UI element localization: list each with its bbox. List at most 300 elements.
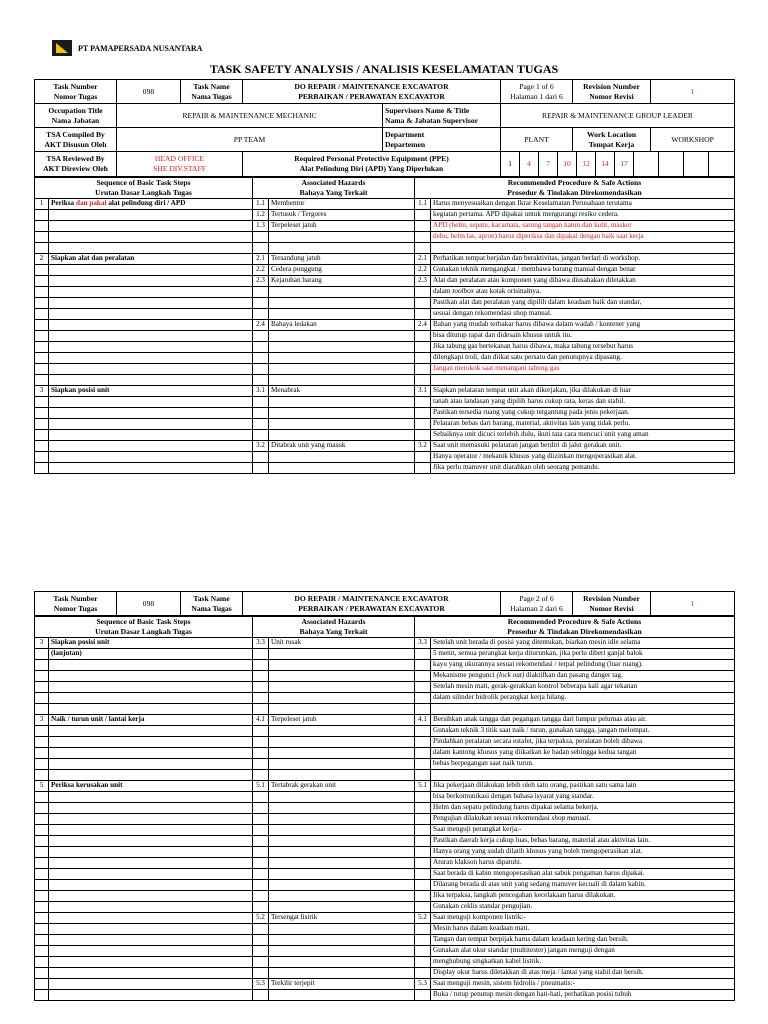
hazard-text xyxy=(269,649,415,660)
ppe-code: 10 xyxy=(558,152,577,176)
hazard-text: Bahaya ledakan xyxy=(269,320,415,331)
ppe-code-empty xyxy=(684,152,709,176)
action-number: 2.1 xyxy=(415,254,431,265)
table-row xyxy=(35,452,735,463)
step-number xyxy=(35,298,49,309)
step-number xyxy=(35,693,49,704)
action-number xyxy=(415,792,431,803)
action-number xyxy=(415,221,431,232)
hazard-number: 2.2 xyxy=(253,265,269,276)
action-text: 5 menit, semua perangkat kerja diturunkan, jika perlu diberi ganjal balok xyxy=(431,649,735,660)
action-number xyxy=(415,693,431,704)
step-text xyxy=(49,968,253,979)
page-2 xyxy=(34,591,734,1001)
hazard-text xyxy=(269,770,415,781)
action-number: 3.1 xyxy=(415,386,431,397)
hazard-number xyxy=(253,682,269,693)
hazard-number xyxy=(253,704,269,715)
table-row xyxy=(35,726,735,737)
step-text xyxy=(49,419,253,430)
company-logo xyxy=(52,40,202,56)
task-name-label: Task Name Nama Tugas xyxy=(181,592,243,616)
hazard-text xyxy=(269,891,415,902)
compiled-by-value: PP TEAM xyxy=(117,128,383,152)
action-text: Mesin harus dalam keadaan mati. xyxy=(431,924,735,935)
work-location-label: Work Location Tempat Kerja xyxy=(573,128,651,152)
action-number xyxy=(415,759,431,770)
action-text: dilengkapi troli, dan diikat satu persatu dan penutupnya dipasang. xyxy=(431,353,735,364)
occupation-label: Occupation Title Nama Jabatan xyxy=(35,104,117,128)
hazard-text xyxy=(269,232,415,243)
action-text xyxy=(431,375,735,386)
table-row xyxy=(35,265,735,276)
hazard-text: Kejatuhan barang xyxy=(269,276,415,287)
hazard-text xyxy=(269,430,415,441)
table-row xyxy=(35,880,735,891)
step-number xyxy=(35,342,49,353)
text-span: dalam xyxy=(433,287,453,296)
table-row xyxy=(35,353,735,364)
pama-logo-icon xyxy=(52,40,72,56)
hazard-number: 3.2 xyxy=(253,441,269,452)
table-row xyxy=(35,254,735,265)
hazard-text xyxy=(269,990,415,1001)
step-number xyxy=(35,276,49,287)
step-text xyxy=(49,847,253,858)
hazard-text xyxy=(269,836,415,847)
hazard-text xyxy=(269,748,415,759)
step-text: Siapkan alat dan peralatan xyxy=(49,254,253,265)
action-number xyxy=(415,430,431,441)
action-number xyxy=(415,452,431,463)
step-number xyxy=(35,210,49,221)
action-number xyxy=(415,375,431,386)
action-text: Saat menguji mesin, sistem hidrolis / pneumatis:- xyxy=(431,979,735,990)
task-number-value: 098 xyxy=(117,592,181,616)
hazard-text xyxy=(269,353,415,364)
table-row xyxy=(35,902,735,913)
step-number xyxy=(35,737,49,748)
hazard-text xyxy=(269,869,415,880)
action-text: Jika tabung gas bertekanan harus dibawa, maka tabung tersebut harus xyxy=(431,342,735,353)
table-row xyxy=(35,682,735,693)
ppe-label: Required Personal Protective Equipment (PPE) Alat Pelindung Diri (APD) Yang Diperlukan xyxy=(243,152,501,177)
hazard-text xyxy=(269,309,415,320)
step-text xyxy=(49,232,253,243)
action-number xyxy=(415,880,431,891)
tsa-table-page-1 xyxy=(34,177,735,474)
col-steps-header: Sequence of Basic Task Steps Urutan Dasar Langkah Tugas xyxy=(35,178,253,199)
supervisor-value: REPAIR & MAINTENANCE GROUP LEADER xyxy=(501,104,735,128)
step-number xyxy=(35,660,49,671)
action-number xyxy=(415,682,431,693)
table-row xyxy=(35,649,735,660)
department-label: Department Departemen xyxy=(383,128,501,152)
hazard-text xyxy=(269,902,415,913)
hazard-number xyxy=(253,902,269,913)
action-text: Alat dan peralatan atau komponen yang dibawa diusahakan diletakkan xyxy=(431,276,735,287)
action-number xyxy=(415,243,431,254)
hazard-number: 1.1 xyxy=(253,199,269,210)
hazard-text xyxy=(269,957,415,968)
ppe-code: 7 xyxy=(539,152,558,176)
step-number xyxy=(35,463,49,474)
action-number: 2.4 xyxy=(415,320,431,331)
action-text: Pastikan alat dan peralatan yang dipilih dalam keadaan baik dan standar, xyxy=(431,298,735,309)
step-number xyxy=(35,430,49,441)
step-text xyxy=(49,397,253,408)
action-text: dalam silinder hidrolik perangkat kerja hilang. xyxy=(431,693,735,704)
step-number xyxy=(35,990,49,1001)
action-number xyxy=(415,671,431,682)
hazard-number: 5.2 xyxy=(253,913,269,924)
hazard-number xyxy=(253,957,269,968)
hazard-number xyxy=(253,836,269,847)
table-row xyxy=(35,781,735,792)
table-row xyxy=(35,660,735,671)
text-span: dan pakai xyxy=(75,199,107,208)
ppe-codes-cell xyxy=(501,152,735,177)
step-number xyxy=(35,847,49,858)
ppe-code-empty xyxy=(659,152,684,176)
action-text: Saat berada di kabin mengoperasikan alat sabuk pengaman harus dipakai. xyxy=(431,869,735,880)
table-row xyxy=(35,946,735,957)
table-row xyxy=(35,979,735,990)
action-number xyxy=(415,331,431,342)
table-row xyxy=(35,748,735,759)
action-number: 4.1 xyxy=(415,715,431,726)
action-number xyxy=(415,847,431,858)
action-number: 5.1 xyxy=(415,781,431,792)
table-row xyxy=(35,309,735,320)
action-text: Hanya orang yang sudah dilatih khusus yang boleh mengoperasikan alat. xyxy=(431,847,735,858)
step-number xyxy=(35,869,49,880)
hazard-text xyxy=(269,331,415,342)
hazard-number xyxy=(253,232,269,243)
action-number xyxy=(415,419,431,430)
action-number: 1.1 xyxy=(415,199,431,210)
step-number xyxy=(35,452,49,463)
action-number: 3.3 xyxy=(415,638,431,649)
step-text xyxy=(49,726,253,737)
action-text: Gunakan ceklis standar pengujian. xyxy=(431,902,735,913)
action-text: Saat unit memasuki pelataran jangan berdiri di jalur gerakan unit. xyxy=(431,441,735,452)
hazard-number xyxy=(253,287,269,298)
table-row xyxy=(35,386,735,397)
action-text: Tangan dan tempat berpijak harus dalam keadaan kering dan bersih. xyxy=(431,935,735,946)
ppe-code: 17 xyxy=(615,152,634,176)
action-text: Helm dan sepatu pelindung harus dipakai selama bekerja. xyxy=(431,803,735,814)
step-text xyxy=(49,408,253,419)
hazard-text xyxy=(269,803,415,814)
revision-label: Revision Number Nomor Revisi xyxy=(573,80,651,104)
table-row xyxy=(35,924,735,935)
action-text: Setelah unit berada di posisi yang ditentukan, biarkan mesin idle selama xyxy=(431,638,735,649)
action-number xyxy=(415,353,431,364)
action-number xyxy=(415,825,431,836)
step-number xyxy=(35,353,49,364)
hazard-number xyxy=(253,759,269,770)
hazard-text xyxy=(269,968,415,979)
table-row xyxy=(35,968,735,979)
step-number xyxy=(35,649,49,660)
action-number xyxy=(415,869,431,880)
step-text xyxy=(49,660,253,671)
ppe-code: 12 xyxy=(577,152,596,176)
action-text: Pindahkan peralatan secara estafet, jika terpaksa, peralatan boleh dibawa xyxy=(431,737,735,748)
text-span: toolbox xyxy=(452,287,474,296)
hazard-text xyxy=(269,946,415,957)
step-text xyxy=(49,748,253,759)
table-row xyxy=(35,276,735,287)
step-number xyxy=(35,331,49,342)
action-text: Harus menyesuaikan dengan Ikrar Keselamatan Perusahaan terutama xyxy=(431,199,735,210)
hazard-text: Terkilir terjepit xyxy=(269,979,415,990)
action-number xyxy=(415,463,431,474)
hazard-number xyxy=(253,463,269,474)
tsa-table-page-2 xyxy=(34,616,735,1001)
action-number xyxy=(415,836,431,847)
tsa-rows-page-1 xyxy=(35,199,735,474)
step-number: 1 xyxy=(35,199,49,210)
hazard-number xyxy=(253,869,269,880)
table-row xyxy=(35,199,735,210)
action-number xyxy=(415,649,431,660)
action-number xyxy=(415,726,431,737)
step-text xyxy=(49,199,253,210)
text-span: shop manual xyxy=(551,814,589,823)
task-number-label: Task Number Nomor Tugas xyxy=(35,80,117,104)
action-number xyxy=(415,342,431,353)
step-text xyxy=(49,770,253,781)
occupation-value: REPAIR & MAINTENANCE MECHANIC xyxy=(117,104,383,128)
hazard-number xyxy=(253,946,269,957)
hazard-text xyxy=(269,408,415,419)
action-number xyxy=(415,858,431,869)
hazard-text: Unit rusak xyxy=(269,638,415,649)
page-indicator: Page 1 of 6 Halaman 1 dari 6 xyxy=(501,80,573,104)
step-number xyxy=(35,891,49,902)
step-number: 3 xyxy=(35,386,49,397)
table-row xyxy=(35,342,735,353)
hazard-text xyxy=(269,759,415,770)
document-title: TASK SAFETY ANALYSIS / ANALISIS KESELAMATAN TUGAS xyxy=(209,62,559,76)
action-text: Saat menguji komponen listrik:- xyxy=(431,913,735,924)
step-number xyxy=(35,836,49,847)
hazard-text xyxy=(269,419,415,430)
action-number xyxy=(415,924,431,935)
ppe-code-empty xyxy=(634,152,659,176)
step-text xyxy=(49,375,253,386)
table-row xyxy=(35,891,735,902)
hazard-number xyxy=(253,990,269,1001)
hazard-text xyxy=(269,825,415,836)
action-text: Perhatikan tempat berjalan dan beraktivitas, jangan berlari di workshop. xyxy=(431,254,735,265)
step-number xyxy=(35,309,49,320)
action-number xyxy=(415,309,431,320)
hazard-text xyxy=(269,858,415,869)
hazard-number xyxy=(253,847,269,858)
hazard-number xyxy=(253,375,269,386)
text-span: alat pelindung diri / APD xyxy=(106,199,186,208)
step-text xyxy=(49,913,253,924)
hazard-number: 5.3 xyxy=(253,979,269,990)
step-text xyxy=(49,353,253,364)
hazard-number xyxy=(253,419,269,430)
step-text xyxy=(49,814,253,825)
step-text xyxy=(49,935,253,946)
action-number: 2.2 xyxy=(415,265,431,276)
action-number xyxy=(415,737,431,748)
ppe-code: 1 xyxy=(501,152,520,176)
col-actions-header: Recommended Procedure & Safe Actions Prosedur & Tindakan Direkomendasikan xyxy=(415,178,735,199)
step-text xyxy=(49,869,253,880)
text-span: (lock out) xyxy=(496,671,525,680)
table-row xyxy=(35,715,735,726)
action-text: Hanya operator / mekanik khusus yang diizinkan mengoperasikan alat. xyxy=(431,452,735,463)
task-name-value: DO REPAIR / MAINTENANCE EXCAVATOR PERBAIKAN / PERAWATAN EXCAVATOR xyxy=(243,80,501,104)
hazard-number xyxy=(253,331,269,342)
hazard-text: Tersengat listrik xyxy=(269,913,415,924)
page-1 xyxy=(34,79,734,474)
table-row xyxy=(35,397,735,408)
table-row xyxy=(35,408,735,419)
action-text: Bahan yang mudah terbakar harus dibawa dalam wadah / kontener yang xyxy=(431,320,735,331)
action-text: Pastikan tersedia ruang yang cukup tergantung pada jenis pekerjaan. xyxy=(431,408,735,419)
hazard-number xyxy=(253,792,269,803)
hazard-number xyxy=(253,858,269,869)
hazard-text xyxy=(269,737,415,748)
action-number xyxy=(415,748,431,759)
action-text xyxy=(431,770,735,781)
action-text: Gunakan teknik 3 titik saat naik / turun, gunakan tangga, jangan melompat. xyxy=(431,726,735,737)
supervisor-label: Supervisors Name & Title Nama & Jabatan Supervisor xyxy=(383,104,501,128)
hazard-number: 3.1 xyxy=(253,386,269,397)
action-text: Siapkan pelataran tempat unit akan dikerjakan, jika dilakukan di luar xyxy=(431,386,735,397)
table-row xyxy=(35,331,735,342)
step-number xyxy=(35,924,49,935)
action-number xyxy=(415,397,431,408)
action-text: Jika perlu manuver unit diarahkan oleh seorang pemandu. xyxy=(431,463,735,474)
action-number xyxy=(415,660,431,671)
text-span: Pengujian dilakukan sesuai rekomendasi xyxy=(433,814,552,823)
hazard-number xyxy=(253,342,269,353)
table-row xyxy=(35,737,735,748)
table-row xyxy=(35,759,735,770)
work-location-value: WORKSHOP xyxy=(651,128,735,152)
hazard-text xyxy=(269,880,415,891)
page-indicator: Page 2 of 6 Halaman 2 dari 6 xyxy=(501,592,573,616)
action-text: Bersihkan anak tangga dan pegangan tangga dari lumpur pelumas atau air. xyxy=(431,715,735,726)
table-row xyxy=(35,935,735,946)
table-row xyxy=(35,320,735,331)
step-number xyxy=(35,792,49,803)
step-text xyxy=(49,342,253,353)
step-text xyxy=(49,957,253,968)
hazard-text xyxy=(269,452,415,463)
hazard-number xyxy=(253,243,269,254)
step-text xyxy=(49,693,253,704)
hazard-text xyxy=(269,660,415,671)
step-text xyxy=(49,298,253,309)
table-row xyxy=(35,671,735,682)
step-number xyxy=(35,265,49,276)
spacer-row xyxy=(35,243,735,254)
action-text: Gunakan alat ukur standar (multitester) jangan menguji dengan xyxy=(431,946,735,957)
step-text xyxy=(49,891,253,902)
text-span: diaktifkan dan pasang danger tag. xyxy=(524,671,623,680)
step-number xyxy=(35,232,49,243)
step-number xyxy=(35,364,49,375)
hazard-number xyxy=(253,726,269,737)
action-number: 2.3 xyxy=(415,276,431,287)
action-text xyxy=(431,814,735,825)
step-number xyxy=(35,957,49,968)
action-text: Gunakan teknik mengangkat / membawa barang manual dengan benar xyxy=(431,265,735,276)
step-number xyxy=(35,748,49,759)
step-text xyxy=(49,320,253,331)
step-number xyxy=(35,441,49,452)
company-name: PT PAMAPERSADA NUSANTARA xyxy=(78,43,203,53)
step-number xyxy=(35,287,49,298)
hazard-number xyxy=(253,825,269,836)
hazard-text xyxy=(269,682,415,693)
step-text xyxy=(49,287,253,298)
hazard-number xyxy=(253,649,269,660)
action-text: Display ukur harus diletakkan di atas meja / lantai yang stabil dan bersih. xyxy=(431,968,735,979)
action-number xyxy=(415,814,431,825)
action-text xyxy=(431,671,735,682)
action-text: tanah atau landasan yang dipilih harus cukup rata, keras dan stabil. xyxy=(431,397,735,408)
step-number xyxy=(35,858,49,869)
hazard-number xyxy=(253,671,269,682)
hazard-text xyxy=(269,814,415,825)
reviewed-by-value: HEAD OFFICE SHE DIV.STAFF xyxy=(117,152,243,177)
step-text xyxy=(49,880,253,891)
action-number xyxy=(415,232,431,243)
step-text xyxy=(49,902,253,913)
table-row xyxy=(35,814,735,825)
hazard-text xyxy=(269,924,415,935)
task-number-value: 098 xyxy=(117,80,181,104)
table-row xyxy=(35,232,735,243)
hazard-text: Terpeleset jatuh xyxy=(269,221,415,232)
col-hazards-header: Associated Hazards Bahaya Yang Terkait xyxy=(253,617,415,638)
step-number: 2 xyxy=(35,254,49,265)
col-hazards-header: Associated Hazards Bahaya Yang Terkait xyxy=(253,178,415,199)
step-text xyxy=(49,364,253,375)
table-row xyxy=(35,298,735,309)
step-text: Siapkan posisi unit xyxy=(49,638,253,649)
hazard-text: Menabrak xyxy=(269,386,415,397)
hazard-number xyxy=(253,748,269,759)
ppe-codes xyxy=(501,152,734,176)
hazard-text xyxy=(269,847,415,858)
hazard-number xyxy=(253,737,269,748)
step-number xyxy=(35,946,49,957)
task-name-label: Task Name Nama Tugas xyxy=(181,80,243,104)
action-number: 3.2 xyxy=(415,441,431,452)
hazard-number: 2.4 xyxy=(253,320,269,331)
action-text: Jika terpaksa, langkah pencegahan kecelakaan harus dilakukan. xyxy=(431,891,735,902)
step-number: 3 xyxy=(35,638,49,649)
hazard-text: Tertusuk / Tergores xyxy=(269,210,415,221)
step-number xyxy=(35,408,49,419)
action-text: bisa berkomunikasi dengan bahasa isyarat yang standar. xyxy=(431,792,735,803)
text-span: Mekanisme pengunci xyxy=(433,671,497,680)
step-text xyxy=(49,276,253,287)
action-number xyxy=(415,770,431,781)
